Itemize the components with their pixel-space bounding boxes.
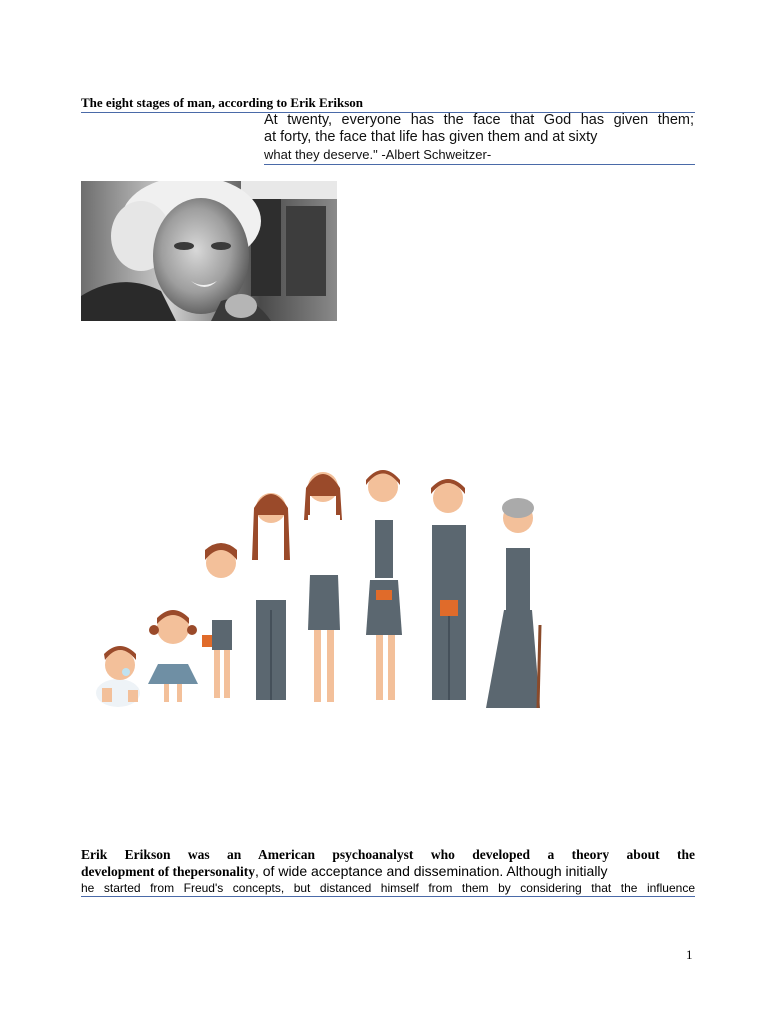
quote-line-2: at forty, the face that life has given them and at sixty	[264, 129, 598, 145]
document-title: The eight stages of man, according to Erik Erikson	[81, 95, 364, 110]
body-line-3: he started from Freud's concepts, but distanced himself from them by considering that the influence	[81, 881, 695, 895]
body-line-2	[81, 863, 695, 880]
quote-line-1: At twenty, everyone has the face that God has given them;	[264, 112, 694, 128]
body-line-1: Erik Erikson was an American psychoanalyst who developed a theory about the	[81, 847, 695, 862]
epigraph-quote	[264, 112, 694, 163]
stage-toddler-figure	[148, 610, 198, 702]
stage-baby-figure	[96, 646, 140, 707]
body-underline	[81, 896, 695, 897]
quote-underline	[264, 164, 695, 165]
page-number: 1	[686, 947, 693, 962]
body-paragraph	[81, 846, 695, 896]
stage-teen-figure	[252, 493, 290, 700]
quote-line-3: what they deserve." -Albert Schweitzer-	[264, 147, 492, 162]
stage-adult-figure	[366, 470, 402, 700]
body-line-2-bold: development of thepersonality	[81, 864, 255, 879]
stage-middle-age-figure	[431, 479, 466, 700]
eight-life-stages-illustration-icon	[88, 460, 558, 715]
stage-young-woman-figure	[304, 472, 342, 702]
stage-child-figure	[202, 543, 237, 698]
erik-erikson-portrait-icon	[81, 181, 337, 321]
stage-elder-figure	[486, 498, 540, 708]
body-line-2-rest: , of wide acceptance and dissemination. Although initially	[254, 863, 608, 879]
